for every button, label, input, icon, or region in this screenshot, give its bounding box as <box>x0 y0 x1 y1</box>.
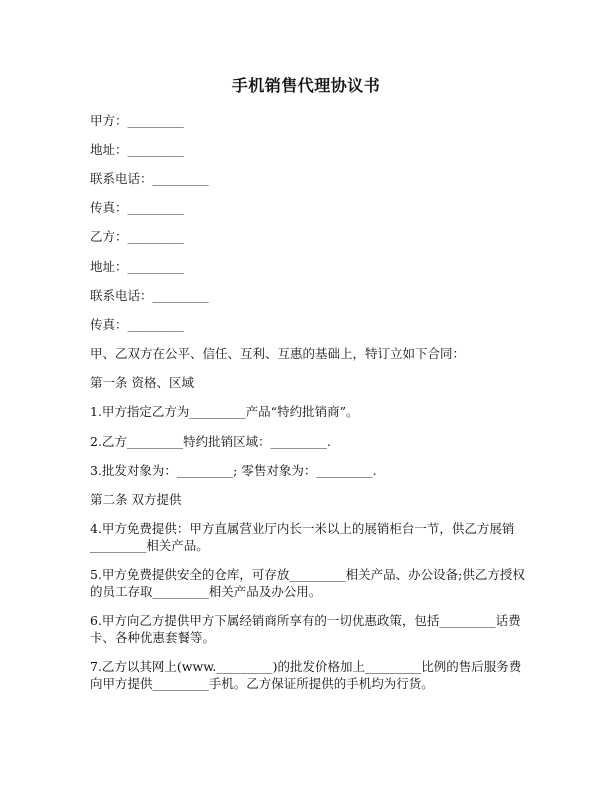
party-b-fax: 传真：_________ <box>90 317 184 332</box>
clause-7: 7.乙方以其网上(www._________)的批发价格加上_________比例的售后服务费向甲方提供_________手机。乙方保证所提供的手机均为行货。 <box>90 659 522 691</box>
document-title: 手机销售代理协议书 <box>231 76 381 95</box>
clause-5: 5.甲方免费提供安全的仓库，可存放_________相关产品、办公设备;供乙方授权的员工存取_________相关产品及办公用。 <box>90 567 525 599</box>
clause-1: 1.甲方指定乙方为_________产品“特约批销商”。 <box>90 404 359 419</box>
party-b-phone: 联系电话：_________ <box>90 288 209 303</box>
clause-3: 3.批发对象为：_________; 零售对象为：_________. <box>90 463 377 478</box>
party-b-name: 乙方：_________ <box>90 229 184 244</box>
section-heading: 第一条 资格、区域 <box>90 375 194 390</box>
clause-2: 2.乙方_________特约批销区域：_________. <box>90 434 331 449</box>
party-a-address: 地址：_________ <box>90 142 184 157</box>
preamble: 甲、乙双方在公平、信任、互利、互惠的基础上，特订立如下合同： <box>90 346 466 361</box>
party-a-fax: 传真：_________ <box>90 200 184 215</box>
party-b-address: 地址：_________ <box>90 259 184 274</box>
party-a-phone: 联系电话：_________ <box>90 171 209 186</box>
clause-4: 4.甲方免费提供：甲方直属营业厅内长一米以上的展销柜台一节，供乙方展销_________相关产品。 <box>90 521 515 553</box>
clause-6: 6.甲方向乙方提供甲方下属经销商所享有的一切优惠政策，包括_________话费卡、各种优惠套餐等。 <box>90 613 521 645</box>
section-heading: 第二条 双方提供 <box>90 492 182 507</box>
party-a-name: 甲方：_________ <box>90 113 184 128</box>
